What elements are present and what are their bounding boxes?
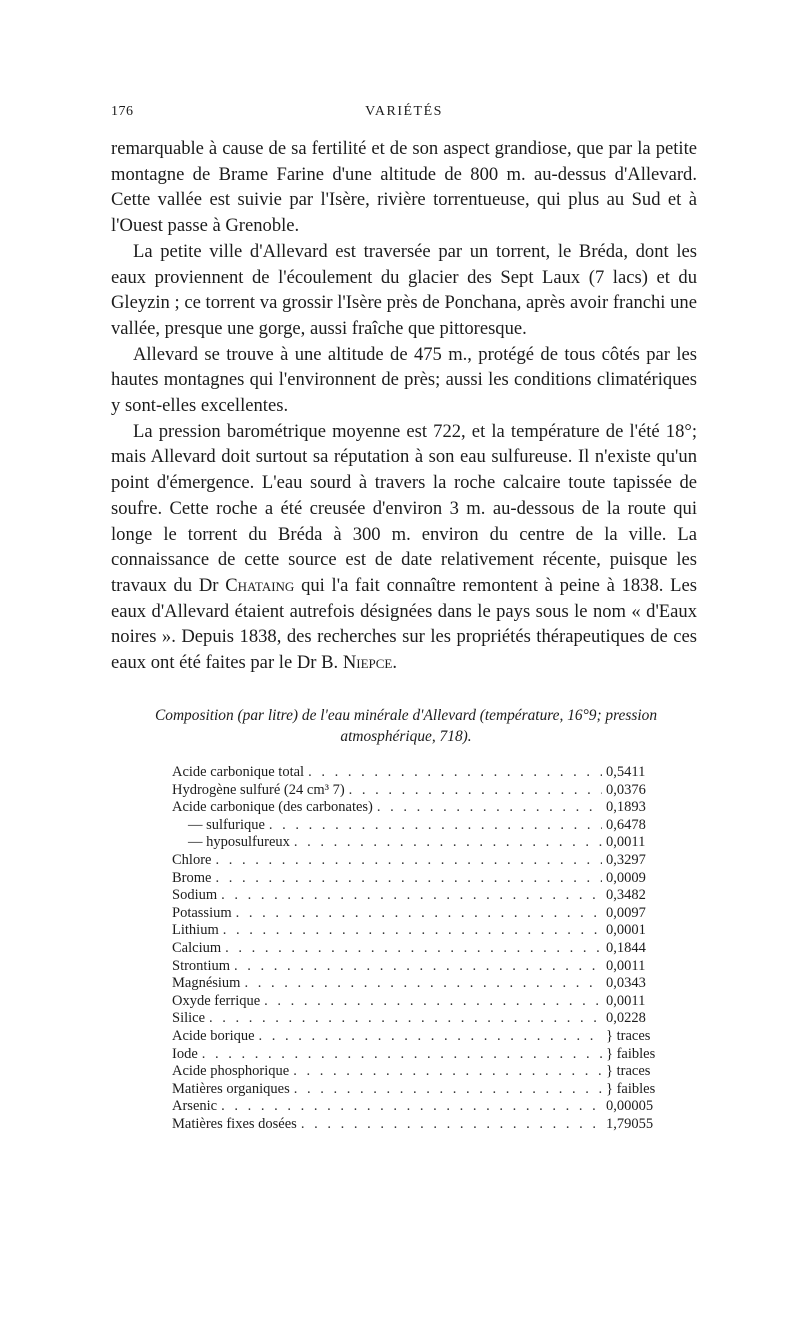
component-name: Acide carbonique total xyxy=(172,764,305,780)
component-value: } faibles xyxy=(606,1080,656,1097)
table-row xyxy=(172,1116,672,1134)
component-value: 0,0009 xyxy=(606,869,646,886)
dot-leader xyxy=(244,975,602,993)
table-row xyxy=(172,887,672,905)
component-name: Chlore xyxy=(172,851,212,868)
dot-leader xyxy=(293,1063,602,1081)
dot-leader xyxy=(236,905,602,923)
dot-leader xyxy=(259,1028,602,1046)
component-value: 0,0097 xyxy=(606,904,646,921)
component-value: } faibles xyxy=(606,1045,656,1062)
component-value: 0,1893 xyxy=(606,799,646,816)
component-value: 0,0001 xyxy=(606,922,646,939)
table-row xyxy=(172,905,672,923)
component-name: Lithium xyxy=(172,922,219,939)
component-name: Acide phosphorique xyxy=(172,1063,290,1080)
table-caption: Composition (par litre) de l'eau minérale d'Allevard (température, 16°9; pression atmosphérique, 718). xyxy=(154,707,658,745)
table-row xyxy=(172,940,672,958)
dot-leader xyxy=(294,1081,602,1099)
table-row xyxy=(172,834,672,852)
component-value: 0,0011 xyxy=(606,992,646,1009)
paragraph-text: La pression barométrique moyenne est 722, et la température de l'été 18°; mais Allevard doit surtout sa réputation à son eau sulfureuse. Il n'existe qu'un point d'émergence. L'eau sourd à travers la roche calcaire toute tapissée de soufre. Cette roche a été creusée d'environ 3 m. au-dessous de la route qui longe le torrent du Bréda à 300 m. environ du centre de la ville. La connaissance de cette source est de date relativement récente, puisque les travaux du Dr xyxy=(111,420,697,596)
dot-leader xyxy=(225,940,602,958)
body-text xyxy=(111,136,697,676)
dot-leader xyxy=(215,870,602,888)
component-name: Matières fixes dosées xyxy=(172,1115,297,1132)
table-row xyxy=(172,922,672,940)
table-row xyxy=(172,1081,672,1099)
component-value: 0,3482 xyxy=(606,887,646,904)
component-name: Brome xyxy=(172,869,212,886)
component-name: Matières organiques xyxy=(172,1080,290,1097)
component-name: Sodium xyxy=(172,887,218,904)
table-row xyxy=(172,1063,672,1081)
component-name: Arsenic xyxy=(172,1098,218,1115)
dot-leader xyxy=(269,817,602,835)
table-row xyxy=(172,852,672,870)
table-row xyxy=(172,975,672,993)
person-name: Niepce xyxy=(342,652,393,674)
component-name: Iode xyxy=(172,1045,198,1062)
dot-leader xyxy=(223,922,602,940)
dot-leader xyxy=(294,834,602,852)
component-value: 0,0228 xyxy=(606,1010,646,1027)
table-row xyxy=(172,817,672,835)
dot-leader xyxy=(202,1046,602,1064)
table-row xyxy=(172,870,672,888)
paragraph: remarquable à cause de sa fertilité et de son aspect grandiose, que par la petite montagne de Brame Farine d'une altitude de 800 m. au-dessus d'Allevard. Cette vallée est suivie par l'Isère, rivière torrentueuse, qui plus au Sud et à l'Ouest passe à Grenoble. xyxy=(111,138,697,237)
table-row xyxy=(172,799,672,817)
component-value: 0,0343 xyxy=(606,975,646,992)
paragraph: Allevard se trouve à une altitude de 475 m., protégé de tous côtés par les hautes montagnes qui l'environnent de près; aussi les conditions climatériques y sont-elles excellentes. xyxy=(111,343,697,417)
dot-leader xyxy=(264,993,602,1011)
page-header xyxy=(111,104,697,126)
component-name: — sulfurique xyxy=(188,816,265,833)
component-name: Silice xyxy=(172,1010,206,1027)
composition-table xyxy=(172,764,672,1133)
dot-leader xyxy=(221,887,602,905)
component-name: — hyposulfureux xyxy=(188,834,290,851)
component-value: 1,79055 xyxy=(606,1115,654,1132)
dot-leader xyxy=(215,852,602,870)
paragraph xyxy=(111,419,697,676)
component-name: Acide borique xyxy=(172,1027,255,1044)
table-row xyxy=(172,1028,672,1046)
dot-leader xyxy=(308,764,602,782)
component-name: Magnésium xyxy=(172,975,241,992)
running-head: VARIÉTÉS xyxy=(365,104,443,119)
table-row xyxy=(172,1046,672,1064)
paragraph: La petite ville d'Allevard est traversée par un torrent, le Bréda, dont les eaux proviennent de l'écoulement du glacier des Sept Laux (7 lacs) et du Gleyzin ; ce torrent va grossir l'Isère près de Ponchana, après avoir franchi une vallée, presque une gorge, aussi fraîche que pittoresque. xyxy=(111,240,697,339)
table-row xyxy=(172,782,672,800)
component-value: 0,1844 xyxy=(606,939,646,956)
dot-leader xyxy=(349,782,602,800)
component-value: 0,0376 xyxy=(606,781,646,798)
component-value: } traces xyxy=(606,1027,651,1044)
component-value: 0,0011 xyxy=(606,834,646,851)
dot-leader xyxy=(377,799,602,817)
component-name: Acide carbonique (des carbonates) xyxy=(172,799,373,816)
component-name: Calcium xyxy=(172,939,222,956)
person-name: Chataing xyxy=(225,574,295,596)
table-row xyxy=(172,993,672,1011)
page-number: 176 xyxy=(111,104,134,119)
component-name: Oxyde ferrique xyxy=(172,992,261,1009)
dot-leader xyxy=(221,1098,602,1116)
dot-leader xyxy=(209,1010,602,1028)
table-row xyxy=(172,764,672,782)
component-value: 0,6478 xyxy=(606,816,646,833)
component-value: 0,0011 xyxy=(606,957,646,974)
component-value: 0,5411 xyxy=(606,764,646,780)
table-row xyxy=(172,1098,672,1116)
paragraph-text: . xyxy=(392,652,398,674)
paragraph-text: qui l'a fait connaître remontent à peine à 1838. Les eaux d'Allevard étaient autrefois désignées dans le pays sous le nom « d'Eaux noires ». Depuis 1838, des recherches sur les propriétés thérapeutiques de ces eaux ont été faites par le Dr B. xyxy=(111,574,697,674)
table-row xyxy=(172,1010,672,1028)
component-value: } traces xyxy=(606,1063,651,1080)
component-name: Potassium xyxy=(172,904,232,921)
dot-leader xyxy=(301,1116,602,1134)
table-row xyxy=(172,958,672,976)
component-value: 0,3297 xyxy=(606,851,646,868)
component-value: 0,00005 xyxy=(606,1098,654,1115)
dot-leader xyxy=(234,958,602,976)
component-name: Hydrogène sulfuré (24 cm³ 7) xyxy=(172,781,345,798)
component-name: Strontium xyxy=(172,957,231,974)
